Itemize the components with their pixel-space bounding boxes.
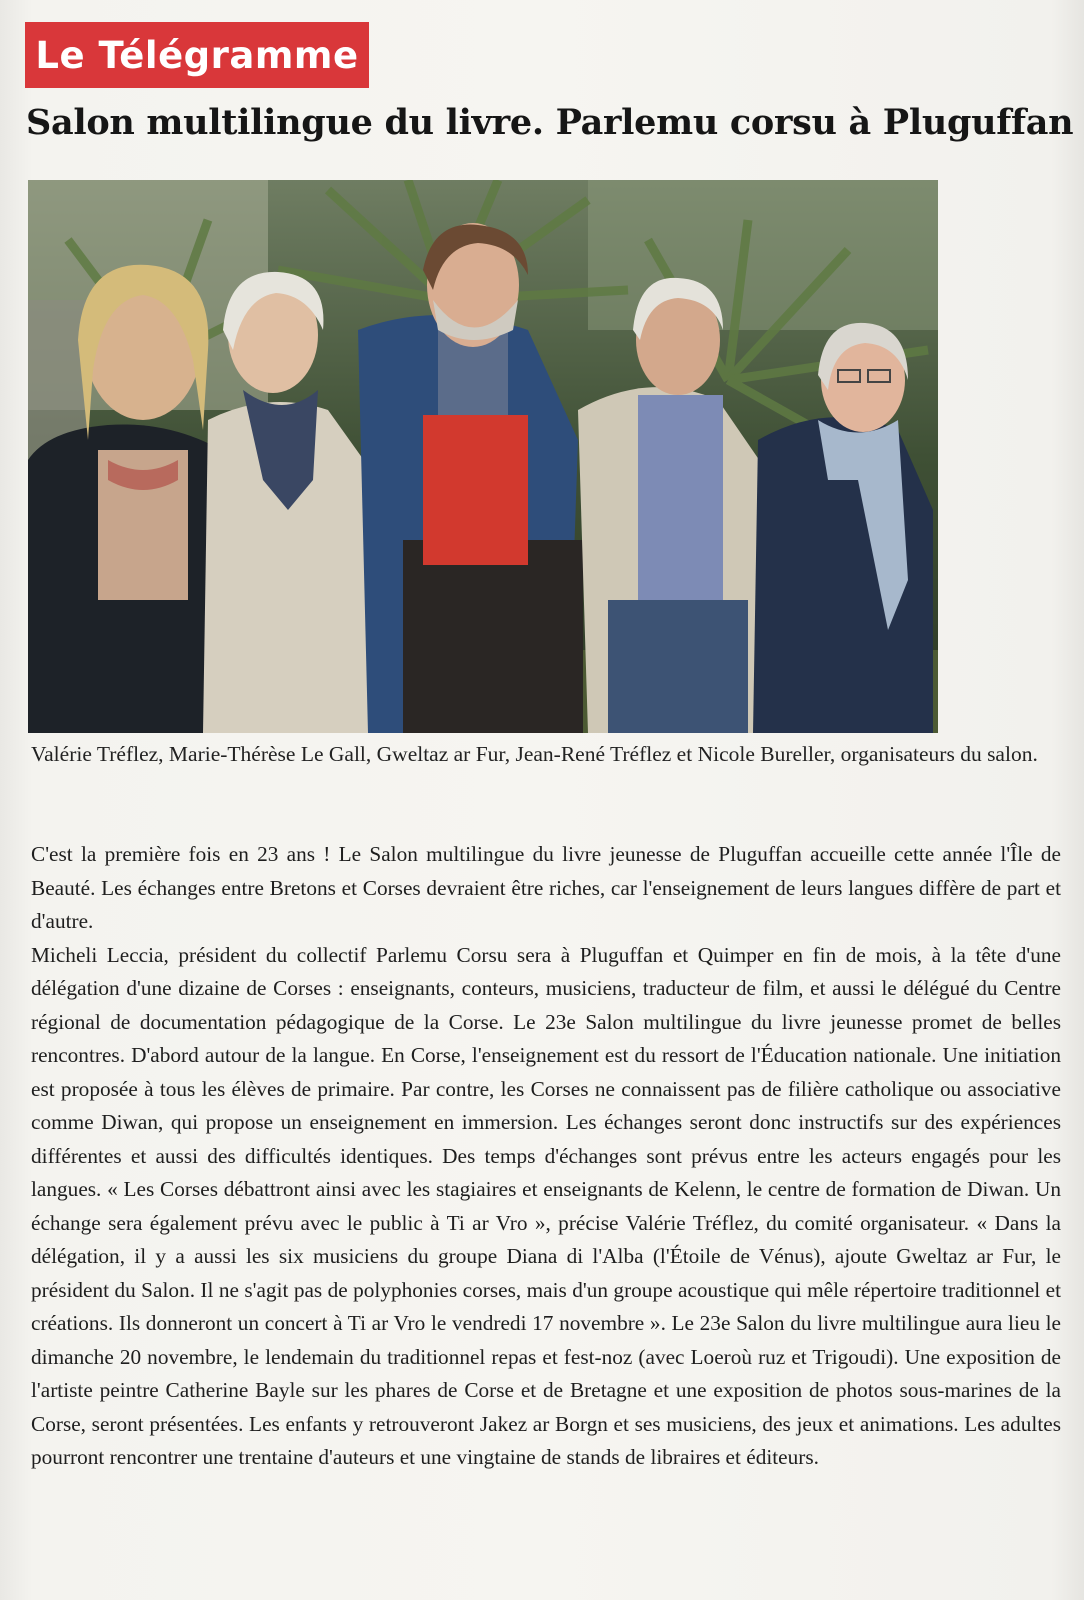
article-photo [28,180,938,733]
publication-logo [25,22,369,88]
article-paragraph: C'est la première fois en 23 ans ! Le Salon multilingue du livre jeunesse de Pluguffan accueille cette année l'Île de Beauté. Les échanges entre Bretons et Corses devraient être riches, car l'enseignement de leurs langues diffère de part et d'autre. [31,842,1061,933]
article-body [31,838,1061,1475]
photo-caption: Valérie Tréflez, Marie-Thérèse Le Gall, Gweltaz ar Fur, Jean-René Tréflez et Nicole Bureller, organisateurs du salon. [31,742,1038,766]
article-headline: Salon multilingue du livre. Parlemu corsu à Pluguffan [26,102,1074,143]
group-portrait-illustration [28,180,938,733]
article-paragraph: Micheli Leccia, président du collectif Parlemu Corsu sera à Pluguffan et Quimper en fin de mois, à la tête d'une délégation d'une dizaine de Corses : enseignants, conteurs, musiciens, traducteur de film, et aussi le délégué du Centre régional de documentation pédagogique de la Corse. Le 23e Salon multilingue du livre jeunesse promet de belles rencontres. D'abord autour de la langue. En Corse, l'enseignement est du ressort de l'Éducation nationale. Une initiation est proposée à tous les élèves de primaire. Par contre, les Corses ne connaissent pas de filière catholique ou associative comme Diwan, qui propose un enseignement en immersion. Les échanges seront donc instructifs sur des expériences différentes et aussi des difficultés identiques. Des temps d'échanges sont prévus entre les acteurs engagés pour les langues. « Les Corses débattront ainsi avec les stagiaires et enseignants de Kelenn, le centre de formation de Diwan. Un échange sera également prévu avec le public à Ti ar Vro », précise Valérie Tréflez, du comité organisateur. « Dans la délégation, il y a aussi les six musiciens du groupe Diana di l'Alba (l'Étoile de Vénus), ajoute Gweltaz ar Fur, le président du Salon. Il ne s'agit pas de polyphonies corses, mais d'un groupe acoustique qui mêle répertoire traditionnel et créations. Ils donneront un concert à Ti ar Vro le vendredi 17 novembre ». Le 23e Salon du livre multilingue aura lieu le dimanche 20 novembre, le lendemain du traditionnel repas et fest-noz (avec Loeroù ruz et Trigoudi). Une exposition de l'artiste peintre Catherine Bayle sur les phares de Corse et de Bretagne et une exposition de photos sous-marines de la Corse, seront présentées. Les enfants y retrouveront Jakez ar Borgn et ses musiciens, des jeux et animations. Les adultes pourront rencontrer une trentaine d'auteurs et une vingtaine de stands de libraires et éditeurs. [31,942,1061,1469]
red-folder [423,415,528,565]
publication-name: Le Télégramme [35,33,359,77]
